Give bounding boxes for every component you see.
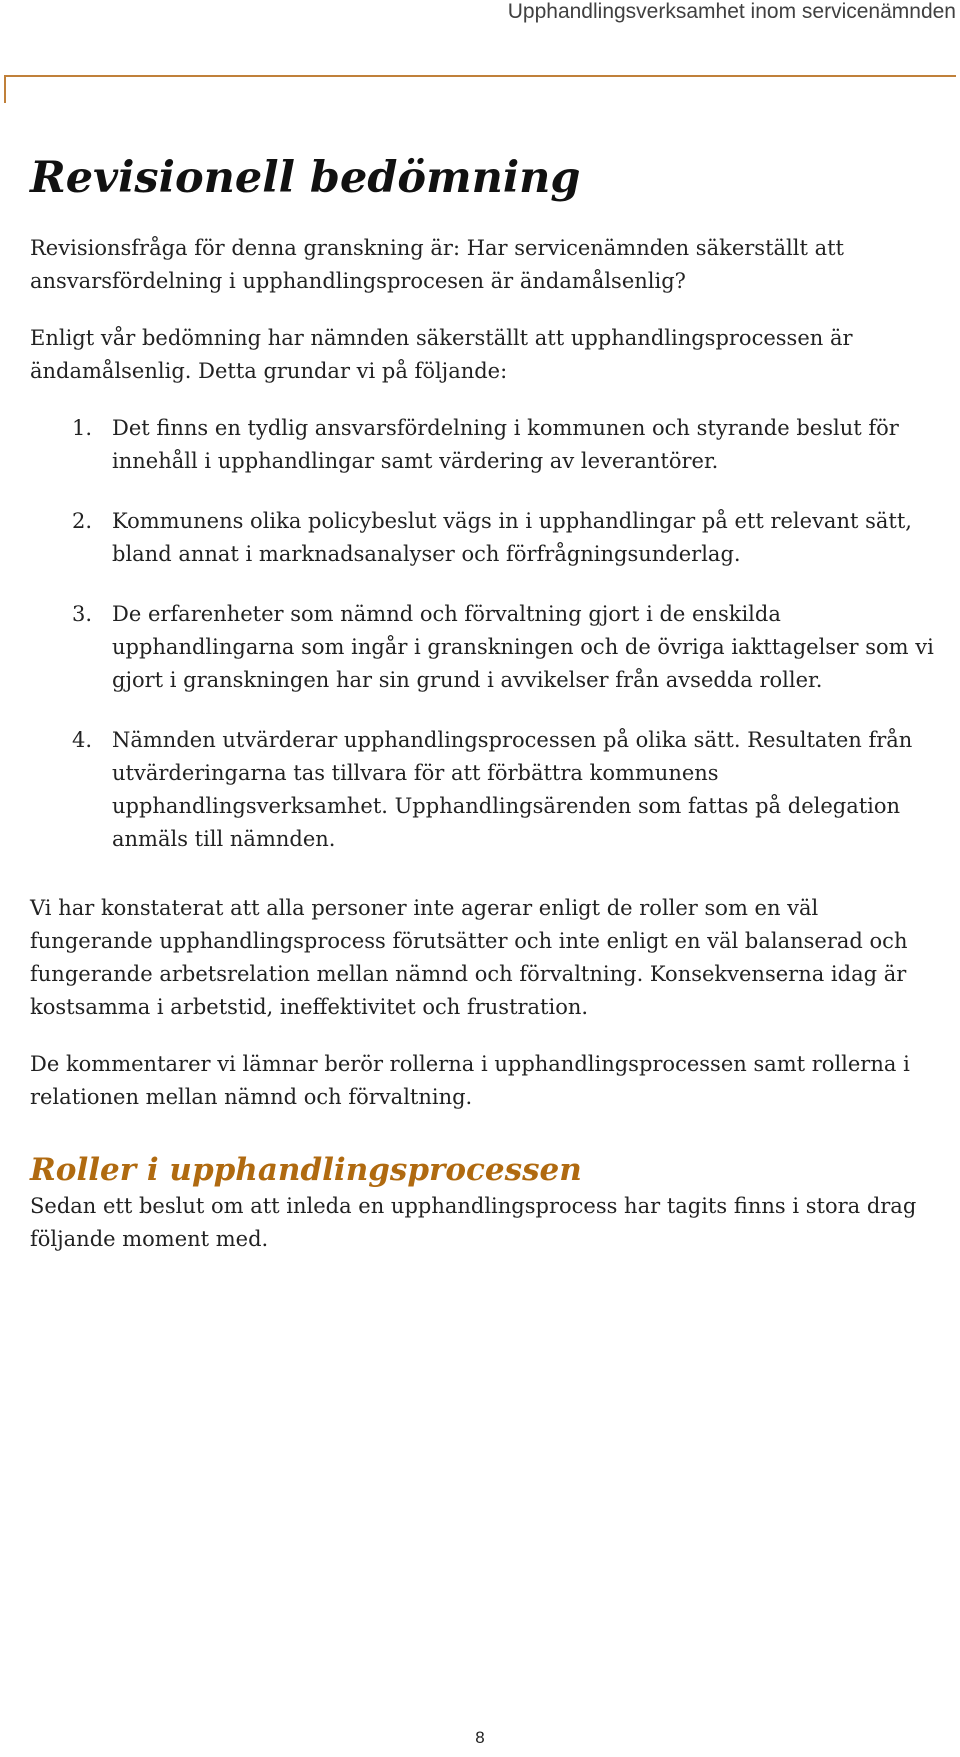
finding-number: 3. [72, 602, 93, 626]
findings-list [30, 412, 942, 856]
finding-item [30, 724, 942, 856]
assessment-paragraph: Enligt vår bedömning har nämnden säkerställt att upphandlingsprocessen är ändamålsenlig. Detta grundar vi på följande: [30, 326, 853, 383]
section-title: Revisionell bedömning [30, 153, 581, 203]
finding-item [30, 598, 942, 697]
subsection-title: Roller i upphandlingsprocessen [30, 1152, 582, 1188]
page-number: 8 [475, 1728, 485, 1747]
finding-text: Det finns en tydlig ansvarsfördelning i kommunen och styrande beslut för innehåll i upphandlingar samt värdering av leverantörer. [112, 416, 899, 473]
finding-text: Kommunens olika policybeslut vägs in i upphandlingar på ett relevant sätt, bland annat i marknadsanalyser och förfrågningsunderlag. [112, 509, 912, 566]
page-body [30, 148, 942, 1280]
finding-text: Nämnden utvärderar upphandlingsprocessen på olika sätt. Resultaten från utvärderingarna tas tillvara för att förbättra kommunens upphandlingsverksamhet. Upphandlingsärenden som fattas på delegation anmäls till nämnden. [112, 728, 913, 851]
finding-number: 1. [72, 416, 93, 440]
comments-paragraph: De kommentarer vi lämnar berör rollerna i upphandlingsprocessen samt rollerna i relationen mellan nämnd och förvaltning. [30, 1052, 910, 1109]
finding-number: 4. [72, 728, 93, 752]
observation-paragraph: Vi har konstaterat att alla personer inte agerar enligt de roller som en väl fungerande upphandlingsprocess förutsätter och inte enligt en väl balanserad och fungerande arbetsrelation mellan nämnd och förvaltning. Konsekvenserna idag är kostsamma i arbetstid, ineffektivitet och frustration. [30, 896, 908, 1019]
subsection-paragraph: Sedan ett beslut om att inleda en upphandlingsprocess har tagits finns i stora drag följande moment med. [30, 1194, 917, 1251]
finding-text: De erfarenheter som nämnd och förvaltning gjort i de enskilda upphandlingarna som ingår i granskningen och de övriga iakttagelser som vi gjort i granskningen har sin grund i avvikelser från avsedda roller. [112, 602, 934, 692]
finding-number: 2. [72, 509, 93, 533]
finding-item [30, 412, 942, 478]
running-header: Upphandlingsverksamhet inom servicenämnden [507, 0, 956, 23]
finding-item [30, 505, 942, 571]
header-rule-corner [4, 75, 6, 103]
header-rule [4, 75, 956, 77]
intro-paragraph: Revisionsfråga för denna granskning är: Har servicenämnden säkerställt att ansvarsfördelning i upphandlingsprocesen är ändamålsenlig? [30, 236, 844, 293]
